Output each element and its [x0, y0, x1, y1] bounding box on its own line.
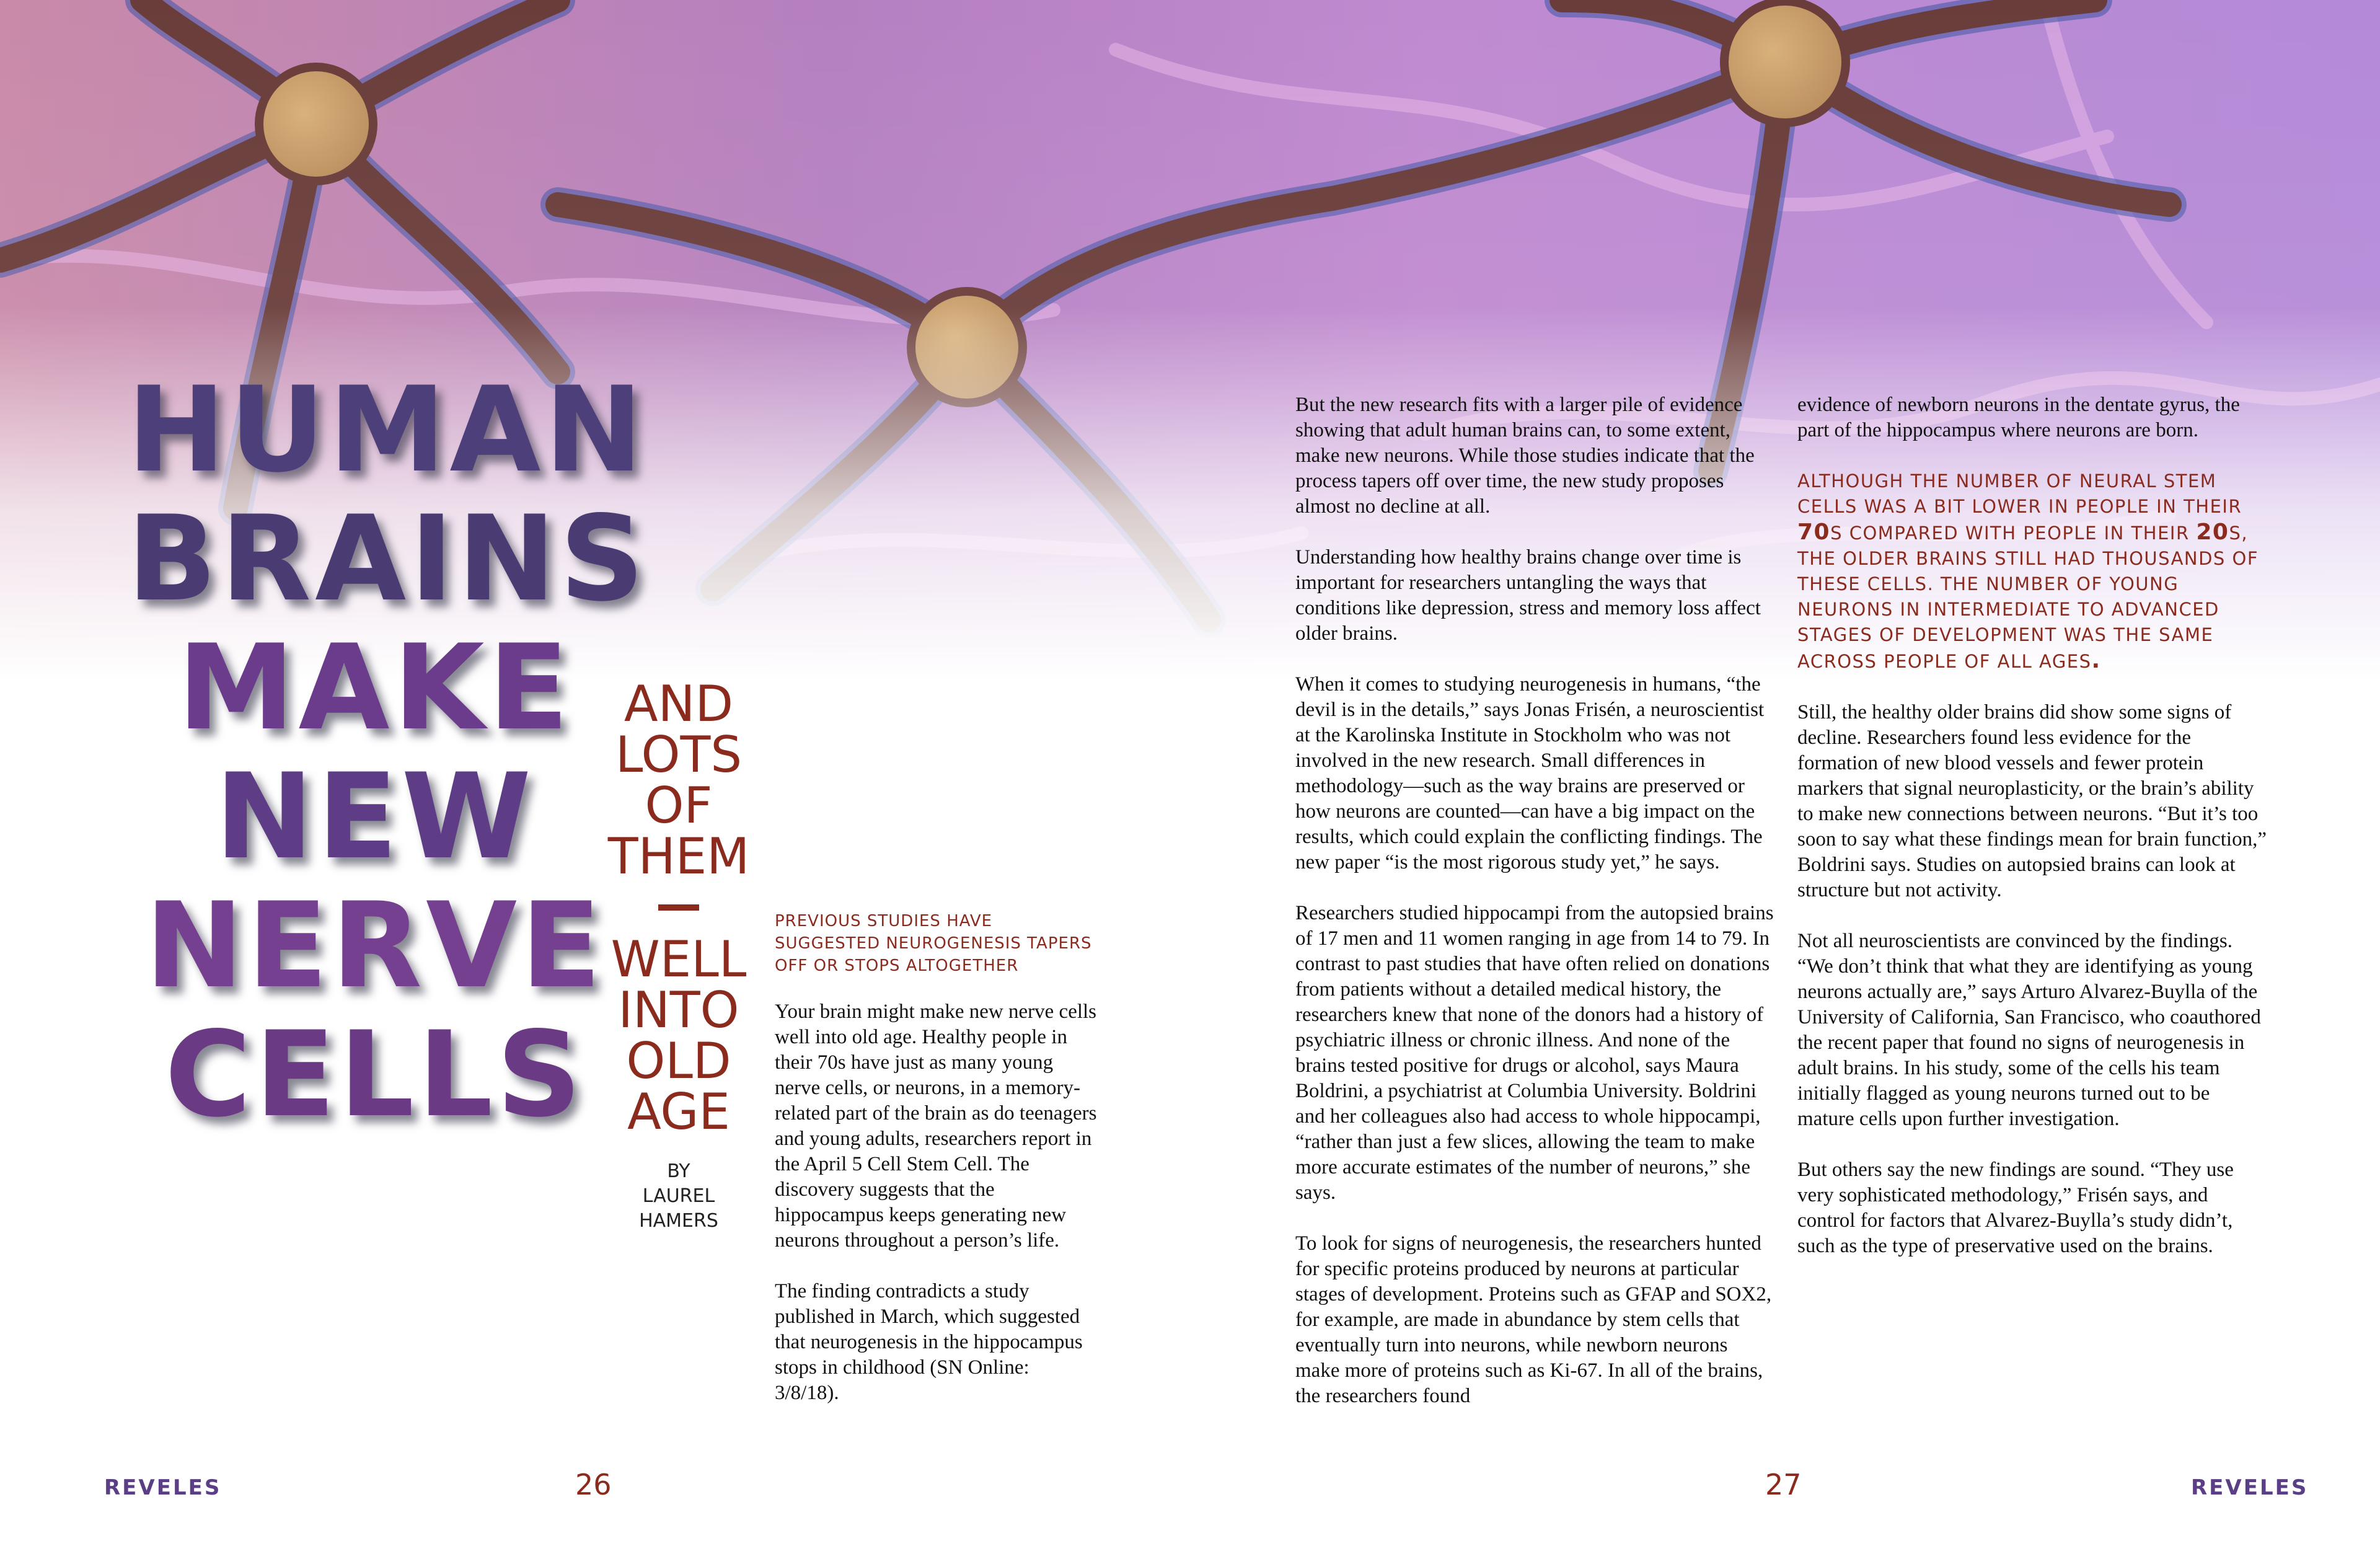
- author-name: HAMERS: [639, 1210, 718, 1232]
- deck: [595, 675, 762, 1141]
- pull-quote-number: 70: [1797, 519, 1831, 545]
- deck-line: OF: [645, 777, 713, 834]
- body-paragraph: Your brain might make new nerve cells well into old age. Healthy people in their 70s have just as many young nerve cells, or neurons, in a memory-related part of the brain as do teenagers and young adults, researchers report in the April 5 Cell Stem Cell. The discovery suggests that the hippocampus keeps generating new neurons throughout a person’s life.: [775, 1000, 1097, 1252]
- deck-line: INTO: [618, 981, 739, 1039]
- body-paragraph: Not all neuroscientists are convinced by the findings. “We don’t think that what they are identifying as young neurons actually are,” says Arturo Alvarez-Buylla of the University of California, San Francisco, who coauthored the recent paper that found no signs of neurogenesis in adult brains. In his study, some of the cells his team initially flagged as young neurons turned out to be mature cells upon further investigation.: [1797, 930, 2261, 1130]
- page-number-left: 26: [575, 1468, 612, 1501]
- deck-line: WELL: [610, 930, 747, 988]
- deck-line: AGE: [627, 1083, 730, 1141]
- body-paragraph: But others say the new findings are sound. “They use very sophisticated methodology,” Frisén says, and control for factors that Alvarez-Buylla’s study didn’t, such as the type of preservative used on the brains.: [1797, 1159, 2234, 1257]
- pull-quote-period: .: [2091, 648, 2101, 673]
- headline: [127, 361, 648, 1143]
- headline-line: CELLS: [164, 1006, 586, 1143]
- body-paragraph: The finding contradicts a study published in March, which suggested that neurogenesis in the hippocampus stops in childhood (SN Online: 3/8/18).: [775, 1280, 1083, 1404]
- deck-line: AND: [624, 675, 734, 733]
- headline-line: MAKE: [177, 619, 573, 756]
- pull-quote-text: S COMPARED WITH PEOPLE IN THEIR: [1830, 523, 2197, 544]
- headline-line: HUMAN: [127, 361, 647, 498]
- page-number-right: 27: [1765, 1468, 1802, 1501]
- headline-line: NERVE: [145, 877, 605, 1014]
- deck-line: THEM: [607, 828, 750, 885]
- deck-dash: [658, 904, 699, 911]
- body-column-3: [1797, 392, 2268, 1284]
- author-name: LAUREL: [642, 1185, 715, 1207]
- headline-line: NEW: [214, 748, 536, 885]
- headline-line: BRAINS: [127, 490, 648, 627]
- pull-quote: [1797, 469, 2268, 674]
- body-paragraph: Researchers studied hippocampi from the autopsied brains of 17 men and 11 women ranging in age from 14 to 79. In contrast to past studies that have often relied on donations from patients without a detailed medical history, the researchers knew that none of the donors had a history of psychiatric illness or chronic illness. And none of the brains tested positive for drugs or alcohol, says Maura Boldrini, a psychiatrist at Columbia University. Boldrini and her colleagues also had access to whole hippocampi, “rather than just a few slices, allowing the team to make more accurate estimates of the number of neurons,” she says.: [1295, 902, 1774, 1204]
- deck-line: LOTS: [615, 726, 743, 784]
- byline: [610, 1159, 747, 1234]
- body-paragraph: To look for signs of neurogenesis, the researchers hunted for specific proteins produced by neurons at particular stages of development. Proteins such as GFAP and SOX2, for example, are made in abundance by stem cells that eventually turn into neurons, while newborn neurons make more of proteins such as Ki-67. In all of the brains, the researchers found: [1295, 1232, 1772, 1407]
- folio-publication-right: REVELES: [2191, 1475, 2309, 1500]
- folio-publication-left: REVELES: [104, 1475, 222, 1500]
- pull-quote-text: S, THE OLDER BRAINS STILL HAD THOUSANDS OF THESE CELLS. THE NUMBER OF YOUNG NEURONS IN INTERMEDIATE TO ADVANCED STAGES OF DEVELOPMENT WAS THE SAME ACROSS PEOPLE OF ALL AGES: [1797, 523, 2259, 672]
- body-paragraph: Still, the healthy older brains did show some signs of decline. Researchers found less evidence for the formation of new blood vessels and fewer protein markers that signal neuroplasticity, or the brain’s ability to make new connections between neurons. “But it’s too soon to say what these findings mean for brain function,” Boldrini says. Studies on autopsied brains can look at structure but not activity.: [1797, 701, 2267, 901]
- body-paragraph: But the new research fits with a larger pile of evidence showing that adult human brains can, to some extent, make new neurons. While those studies indicate that the process tapers off over time, the new study proposes almost no decline at all.: [1295, 394, 1755, 518]
- deck-line: OLD: [626, 1032, 731, 1090]
- kicker: PREVIOUS STUDIES HAVE SUGGESTED NEUROGENESIS TAPERS OFF OR STOPS ALTOGETHER: [775, 912, 1092, 975]
- byline-by: BY: [667, 1160, 690, 1182]
- body-paragraph: When it comes to studying neurogenesis in humans, “the devil is in the details,” says Jonas Frisén, a neuroscientist at the Karolinska Institute in Stockholm who was not involved in the new research. Small differences in methodology—such as the way brains are preserved or how neurons are counted—can have a big impact on the results, which could explain the conflicting findings. The new paper “is the most rigorous study yet,” he says.: [1295, 673, 1765, 873]
- pull-quote-number: 20: [2196, 519, 2229, 545]
- body-paragraph: Understanding how healthy brains change over time is important for researchers untangling the ways that conditions like depression, stress and memory loss affect older brains.: [1295, 546, 1761, 645]
- body-column-2: [1295, 392, 1776, 1434]
- body-column-1: [775, 999, 1097, 1431]
- pull-quote-text: ALTHOUGH THE NUMBER OF NEURAL STEM CELLS WAS A BIT LOWER IN PEOPLE IN THEIR: [1797, 470, 2242, 517]
- body-paragraph: evidence of newborn neurons in the dentate gyrus, the part of the hippocampus where neurons are born.: [1797, 394, 2240, 441]
